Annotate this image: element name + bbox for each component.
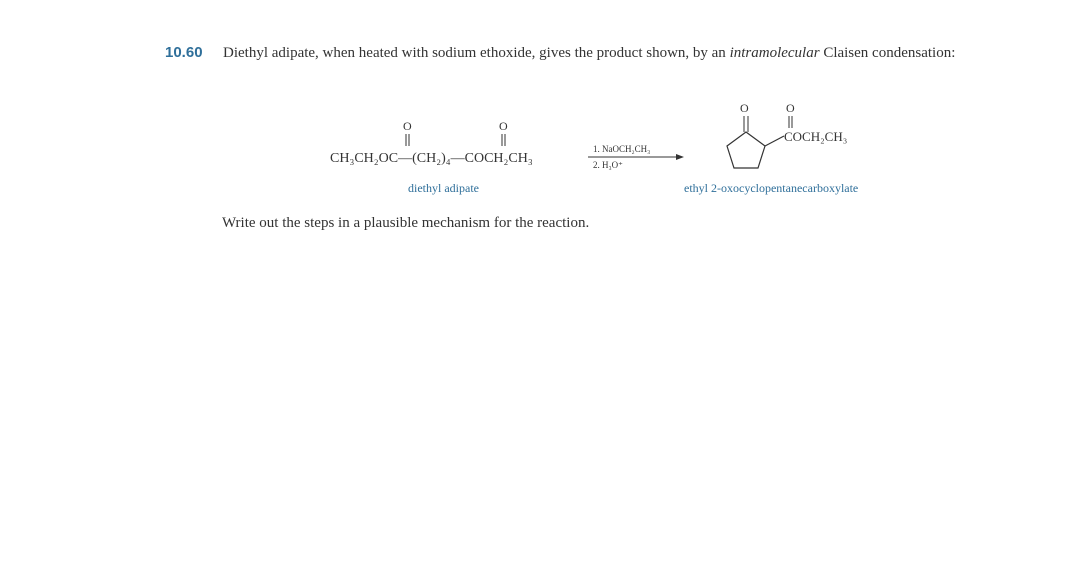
reactant-structure	[330, 119, 533, 195]
statement-italic: intramolecular	[729, 45, 820, 61]
cyclopentane-ring	[727, 132, 765, 168]
reactant-carbonyl-o-right: O	[499, 119, 508, 133]
reagent-line-2: 2. H₃O⁺	[593, 160, 623, 170]
reactant-carbonyl-o-left: O	[403, 119, 412, 133]
statement-part-1: Diethyl adipate, when heated with sodium ethoxide, gives the product shown, by an	[223, 45, 730, 61]
reactant-name: diethyl adipate	[408, 181, 479, 195]
followup-question: Write out the steps in a plausible mechanism for the reaction.	[222, 215, 590, 231]
product-ketone-o: O	[740, 101, 749, 115]
reactant-formula: CH₃CH₂OC—(CH₂)₄—COCH₂CH₃	[330, 151, 533, 166]
product-ester-o: O	[786, 101, 795, 115]
product-name: ethyl 2-oxocyclopentanecarboxylate	[684, 181, 859, 195]
statement-part-2: Claisen condensation:	[819, 45, 956, 61]
problem-number: 10.60	[165, 44, 203, 61]
arrow-head	[676, 154, 684, 160]
product-ester-group: COCH₂CH₃	[784, 129, 848, 144]
ring-to-ester-bond	[765, 136, 784, 146]
reaction-arrow	[588, 144, 684, 170]
reagent-line-1: 1. NaOCH₂CH₃	[593, 144, 651, 154]
product-structure	[684, 101, 858, 195]
